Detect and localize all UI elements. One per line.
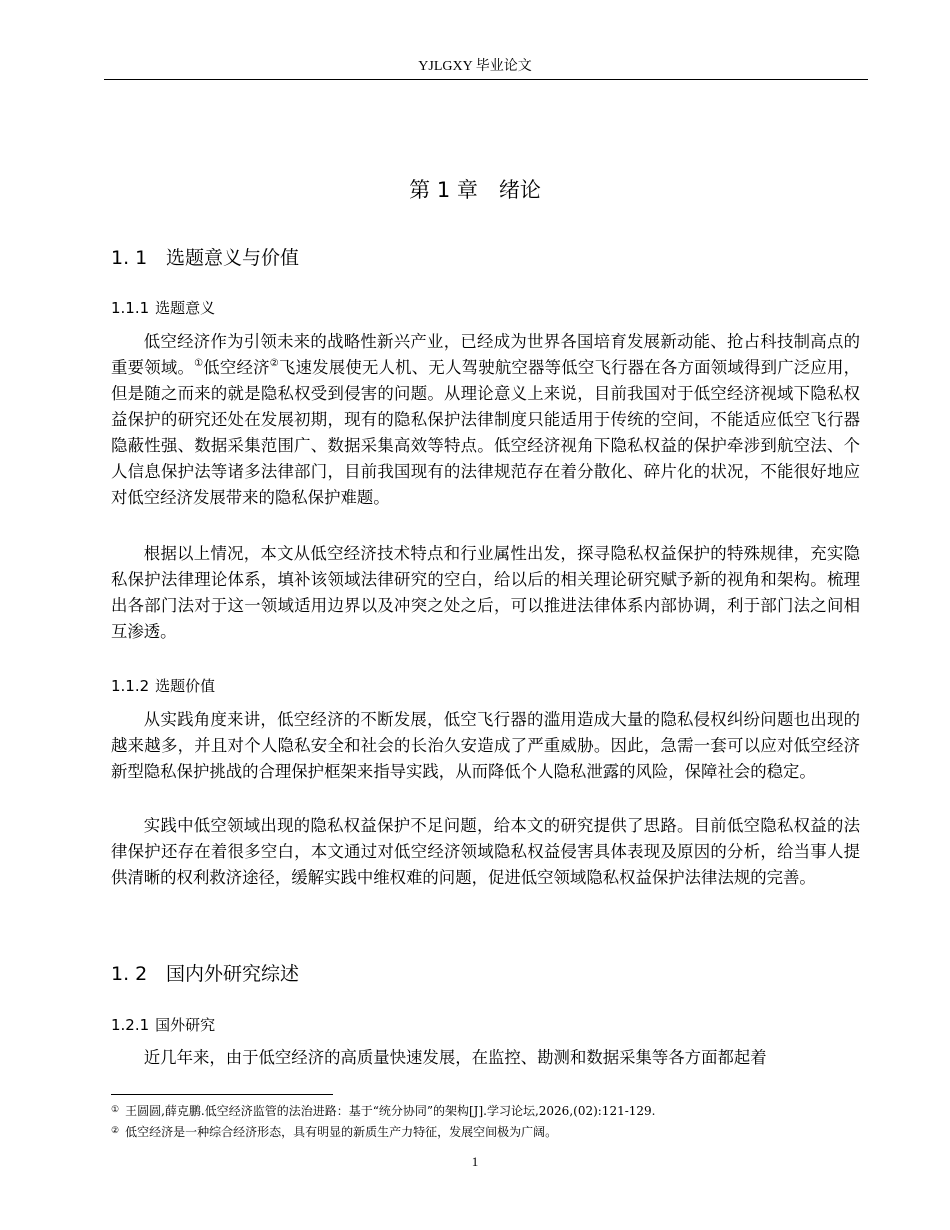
footnote-mark: ②	[111, 1126, 120, 1136]
footnote-text: 低空经济是一种综合经济形态，具有明显的新质生产力特征，发展空间极为广阔。	[125, 1125, 558, 1139]
running-header: YJLGXY 毕业论文	[418, 59, 532, 74]
subsection-title: 选题价值	[155, 677, 216, 695]
footnote	[111, 1122, 557, 1141]
text-run: 低空经济	[203, 358, 270, 377]
paragraph: 近几年来，由于低空经济的高质量快速发展，在监控、勘测和数据采集等各方面都起着	[143, 1048, 767, 1067]
subsection-heading-1-1-2	[111, 675, 215, 697]
page-number: 1	[471, 1154, 479, 1169]
section-heading-1-2	[111, 961, 299, 987]
footnote-mark: ①	[111, 1105, 120, 1115]
paragraph: 根据以上情况，本文从低空经济技术特点和行业属性出发，探寻隐私权益保护的特殊规律，充实隐私保护法律理论体系，填补该领域法律研究的空白，给以后的相关理论研究赋予新的视角和架构。梳理出各部门法对于这一领域适用边界以及冲突之处之后，可以推进法律体系内部协调，利于部门法之间相互渗透。	[111, 544, 860, 641]
section-number: 1. 2	[111, 963, 148, 985]
paragraph: 实践中低空领域出现的隐私权益保护不足问题，给本文的研究提供了思路。目前低空隐私权益的法律保护还存在着很多空白，本文通过对低空经济领域隐私权益侵害具体表现及原因的分析，给当事人提供清晰的权利救济途径，缓解实践中维权难的问题，促进低空领域隐私权益保护法律法规的完善。	[111, 816, 860, 887]
footnote-ref[interactable]: ①	[194, 358, 204, 369]
section-number: 1. 1	[111, 247, 148, 269]
footnote-ref[interactable]: ②	[269, 358, 279, 369]
subsection-title: 国外研究	[155, 1016, 216, 1034]
subsection-number: 1.1.2	[111, 677, 150, 695]
subsection-title: 选题意义	[155, 299, 216, 317]
subsection-number: 1.2.1	[111, 1016, 150, 1034]
footnote-text: 王圆圆,薛克鹏.低空经济监管的法治进路：基于“统分协同”的架构[J].学习论坛,2026,(02):121-129.	[125, 1104, 656, 1118]
section-title: 国内外研究综述	[166, 963, 300, 985]
header-divider	[104, 79, 868, 80]
subsection-heading-1-1-1	[111, 297, 215, 319]
text-run: 飞速发展使无人机、无人驾驶航空器等低空飞行器在各方面领域得到广泛应用，但是随之而来的就是隐私权受到侵害的问题。从理论意义上来说，目前我国对于低空经济视域下隐私权益保护的研究还处在发展初期，现有的隐私保护法律制度只能适用于传统的空间，不能适应低空飞行器隐蔽性强、数据采集范围广、数据采集高效等特点。低空经济视角下隐私权益的保护牵涉到航空法、个人信息保护法等诸多法律部门，目前我国现有的法律规范存在着分散化、碎片化的状况，不能很好地应对低空经济发展带来的隐私保护难题。	[111, 358, 861, 507]
footnote	[111, 1101, 656, 1120]
text-run: 低空经济作为引领未来的战略性新兴产业，已经成为世界各国培育发展新动能、抢占科技制高点的重要领域。	[111, 332, 860, 377]
section-title: 选题意义与价值	[166, 247, 300, 269]
subsection-heading-1-2-1	[111, 1014, 215, 1036]
paragraph	[111, 329, 860, 511]
paragraph: 从实践角度来讲，低空经济的不断发展，低空飞行器的滥用造成大量的隐私侵权纠纷问题也出现的越来越多，并且对个人隐私安全和社会的长治久安造成了严重威胁。因此，急需一套可以应对低空经济新型隐私保护挑战的合理保护框架来指导实践，从而降低个人隐私泄露的风险，保障社会的稳定。	[111, 710, 860, 781]
section-heading-1-1	[111, 245, 299, 271]
footnote-divider	[111, 1094, 333, 1095]
subsection-number: 1.1.1	[111, 299, 150, 317]
chapter-title: 第 1 章 绪论	[409, 178, 541, 202]
